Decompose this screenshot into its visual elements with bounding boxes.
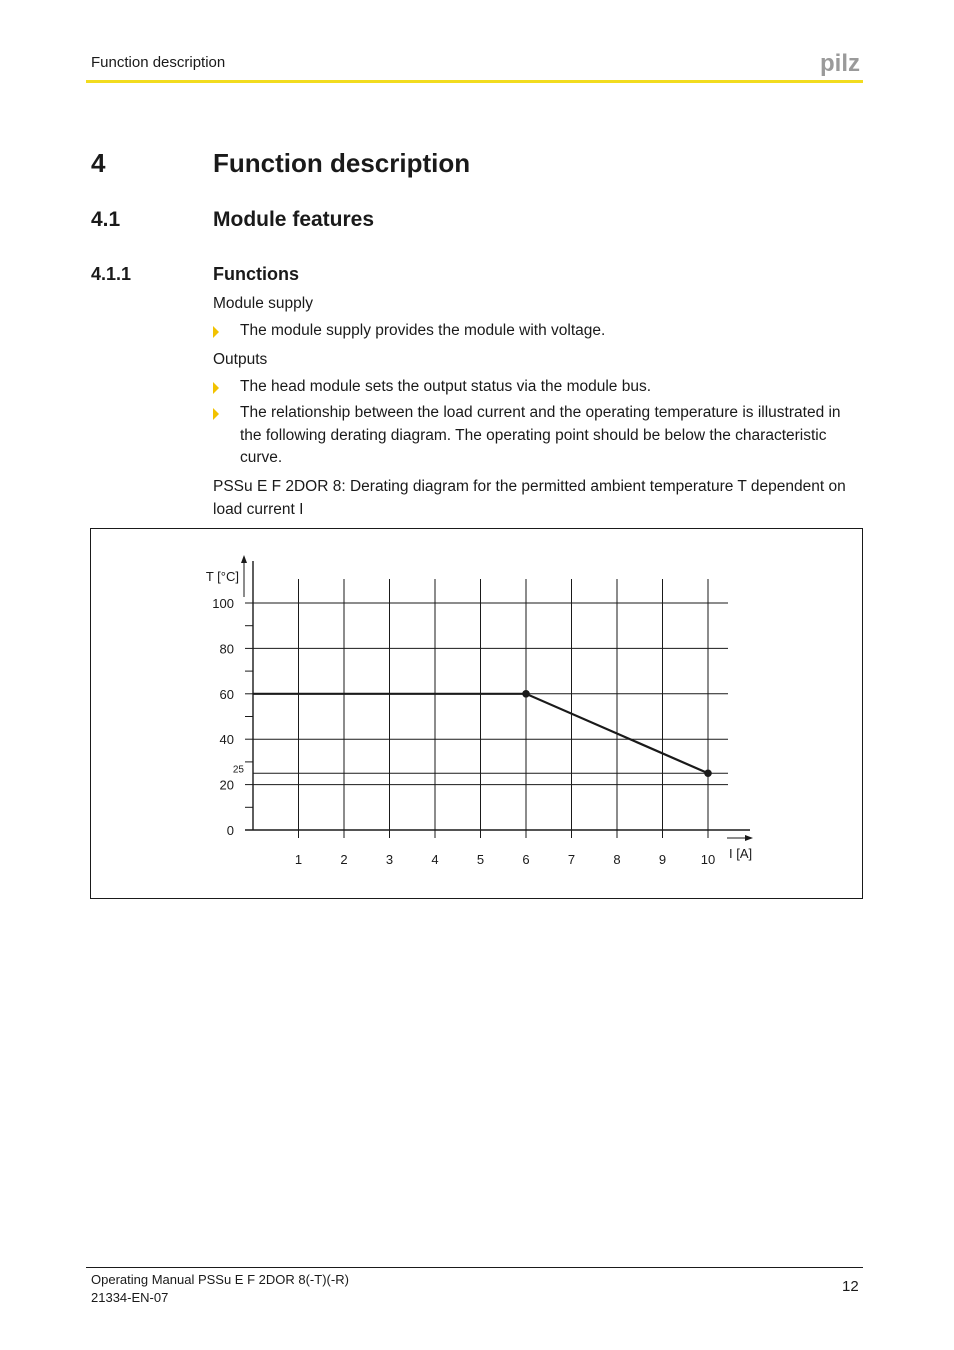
y-tick-label: 0 [226,823,234,838]
footer-doc-number: 21334-EN-07 [91,1290,169,1305]
subsection-number: 4.1.1 [91,264,132,284]
y-axis-arrow-icon [241,555,247,563]
x-axis-arrow-icon [745,835,753,841]
bullet-text: The head module sets the output status via the module bus. [240,378,652,395]
y-tick-label: 100 [212,596,234,611]
bullet-arrow-icon [213,408,219,420]
chapter-title: Function description [213,148,471,178]
chapter-number: 4 [91,148,106,178]
bullet-text: The relationship between the load current and the operating temperature is illustrated in the following derating diagram. The operating point should be below the characteristic curve. [240,404,841,466]
figure-frame [90,528,863,899]
x-tick-label: 8 [613,852,621,867]
x-tick-label: 6 [522,852,530,867]
bullet-text: The module supply provides the module with voltage. [240,322,606,339]
header-rule [86,80,863,83]
x-tick-label: 1 [294,852,303,867]
footer-manual-title: Operating Manual PSSu E F 2DOR 8(-T)(-R) [91,1272,349,1287]
x-tick-label: 10 [700,852,716,867]
page-number: 12 [842,1278,859,1295]
section-title: Module features [213,208,375,231]
curve-point [704,769,712,777]
x-tick-label: 9 [658,852,667,867]
x-tick-label: 2 [340,852,348,867]
outputs-label: Outputs [213,351,268,368]
x-tick-label: 4 [431,852,439,867]
curve-point [522,690,530,698]
running-header: Function description [91,54,226,71]
y-tick-label: 60 [219,686,234,702]
bullet-arrow-icon [213,326,219,338]
subsection-title: Functions [213,264,299,284]
x-tick-label: 7 [567,852,576,867]
y-tick-label: 20 [219,777,234,793]
x-tick-label: 5 [476,852,485,867]
section-number: 4.1 [91,208,121,231]
derating-chart [91,529,862,898]
module-supply-label: Module supply [213,295,313,312]
y-extra-tick-label: 25 [232,764,244,776]
pilz-logo [820,50,864,76]
logo-text: pilz [820,50,860,76]
y-tick-label: 40 [219,732,234,748]
y-axis-label: T [°C] [205,569,239,584]
figure-caption: PSSu E F 2DOR 8: Derating diagram for the permitted ambient temperature T dependent on load current I [213,478,846,518]
y-tick-label: 80 [219,641,234,657]
x-axis-label: I [A] [729,846,753,861]
x-tick-label: 3 [385,852,394,867]
bullet-arrow-icon [213,382,219,394]
footer-rule [86,1267,863,1268]
